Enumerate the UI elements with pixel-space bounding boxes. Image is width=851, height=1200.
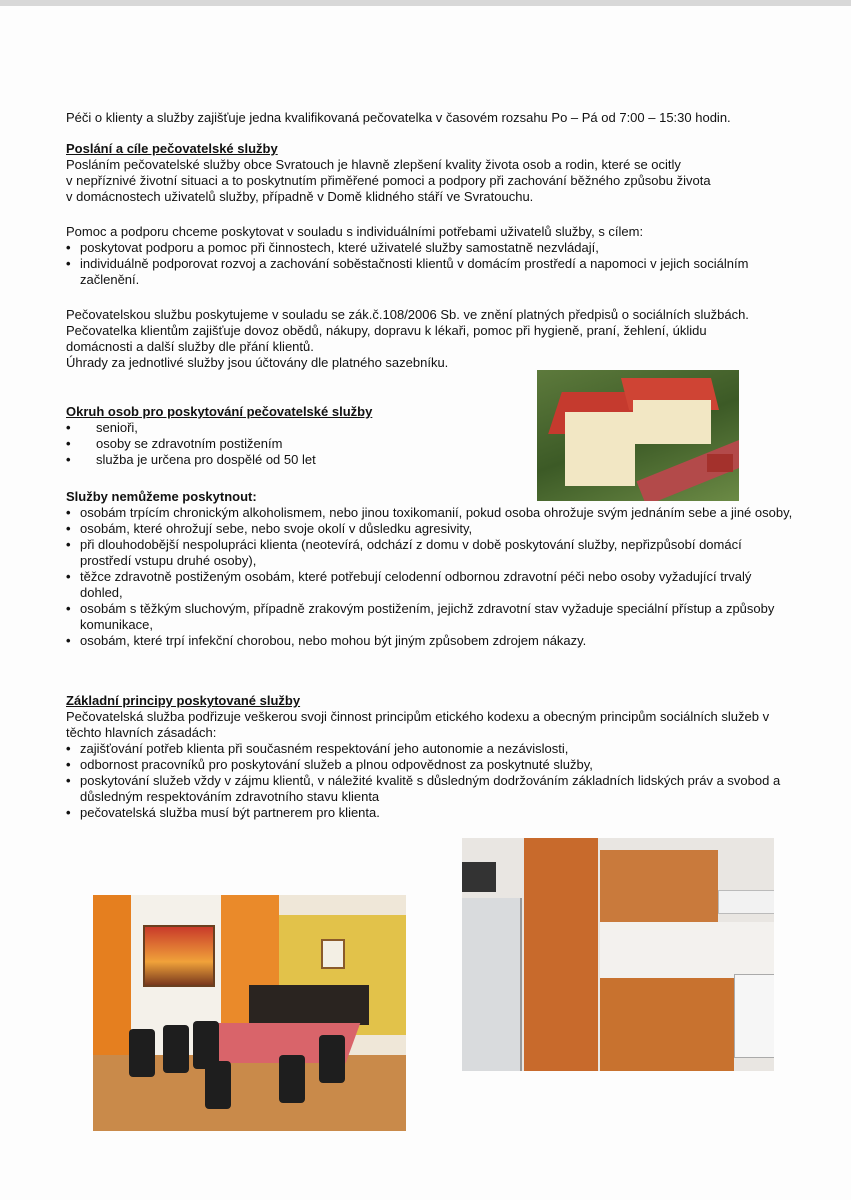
mission-line: v nepříznivé životní situaci a to poskytnutím přiměřené pomoci a podpory při zachování běžného způsobu života — [66, 173, 711, 188]
support-intro: Pomoc a podporu chceme poskytovat v souladu s individuálními potřebami uživatelů služby, s cílem: — [66, 224, 644, 239]
target-group-section — [66, 404, 486, 468]
list-item: • osobám s těžkým sluchovým, případně zrakovým postižením, jejichž zdravotní stav vyžaduje speciální přístup a způsoby komunikace, — [66, 601, 796, 633]
list-item: • individuálně podporovat rozvoj a zachování soběstačnosti klientů v domácím prostředí a napomoci v jejich sociálním začlenění. — [66, 256, 776, 288]
list-item: • služba je určena pro dospělé od 50 let — [66, 452, 486, 468]
exclusions-section — [66, 489, 796, 649]
legal-line: Pečovatelskou službu poskytujeme v souladu se zák.č.108/2006 Sb. ve znění platných předpisů o sociálních službách. — [66, 307, 749, 322]
principles-section — [66, 693, 796, 821]
mission-line: v domácnostech uživatelů služby, případně v Domě klidného stáří ve Svratouchu. — [66, 189, 534, 204]
target-group-list — [66, 420, 486, 468]
principles-intro: Pečovatelská služba podřizuje veškerou svoji činnost principům etického kodexu a obecným principům sociálních služeb v těchto hlavních zásadách: — [66, 709, 770, 740]
mission-line: Posláním pečovatelské služby obce Svratouch je hlavně zlepšení kvality života osob a rodin, které se ocitly — [66, 157, 681, 172]
dining-room-photo — [93, 895, 406, 1131]
legal-line: Pečovatelka klientům zajišťuje dovoz obědů, nákupy, dopravu k lékaři, pomoc při hygieně, praní, žehlení, úklidu domácnosti a další služby dle přání klientů. — [66, 323, 707, 354]
mission-heading: Poslání a cíle pečovatelské služby — [66, 141, 278, 156]
legal-line: Úhrady za jednotlivé služby jsou účtovány dle platného sazebníku. — [66, 355, 449, 370]
mission-section — [66, 141, 786, 205]
list-item: • osobám trpícím chronickým alkoholismem, nebo jinou toxikomanií, pokud osoba ohrožuje svým jednáním sebe a jiné osoby, — [66, 505, 796, 521]
exclusions-heading: Služby nemůžeme poskytnout: — [66, 489, 257, 504]
list-item: • senioři, — [66, 420, 486, 436]
building-photo — [537, 370, 739, 501]
list-item: • osobám, které ohrožují sebe, nebo svoje okolí v důsledku agresivity, — [66, 521, 796, 537]
exclusions-list — [66, 505, 796, 649]
list-item: • osobám, které trpí infekční chorobou, nebo mohou být jiným způsobem zdrojem nákazy. — [66, 633, 796, 649]
list-item: • těžce zdravotně postiženým osobám, které potřebují celodenní odbornou zdravotní péči nebo osoby vyžadující trvalý dohled, — [66, 569, 796, 601]
list-item: • pečovatelská služba musí být partnerem pro klienta. — [66, 805, 796, 821]
support-section — [66, 224, 776, 288]
list-item: • osoby se zdravotním postižením — [66, 436, 486, 452]
principles-list — [66, 741, 796, 821]
kitchen-photo — [462, 838, 774, 1071]
principles-heading: Základní principy poskytované služby — [66, 693, 301, 708]
intro-text: Péči o klienty a služby zajišťuje jedna kvalifikovaná pečovatelka v časovém rozsahu Po – Pá od 7:00 – 15:30 hodin. — [66, 110, 731, 125]
list-item: • zajišťování potřeb klienta při současném respektování jeho autonomie a nezávislosti, — [66, 741, 796, 757]
support-list — [66, 240, 776, 288]
target-group-heading: Okruh osob pro poskytování pečovatelské služby — [66, 404, 373, 419]
list-item: • poskytovat podporu a pomoc při činnostech, které uživatelé služby samostatně nezvládají, — [66, 240, 776, 256]
list-item: • při dlouhodobější nespolupráci klienta (neotevírá, odchází z domu v době poskytování služby, nepřizpůsobí domácí prostředí vstupu druhé osoby), — [66, 537, 796, 569]
list-item: • poskytování služeb vždy v zájmu klientů, v náležité kvalitě s důsledným dodržováním základních lidských práv a svobod a důsledným respektováním zdravotního stavu klienta — [66, 773, 796, 805]
list-item: • odbornost pracovníků pro poskytování služeb a plnou odpovědnost za poskytnuté služby, — [66, 757, 796, 773]
legal-section — [66, 307, 776, 371]
